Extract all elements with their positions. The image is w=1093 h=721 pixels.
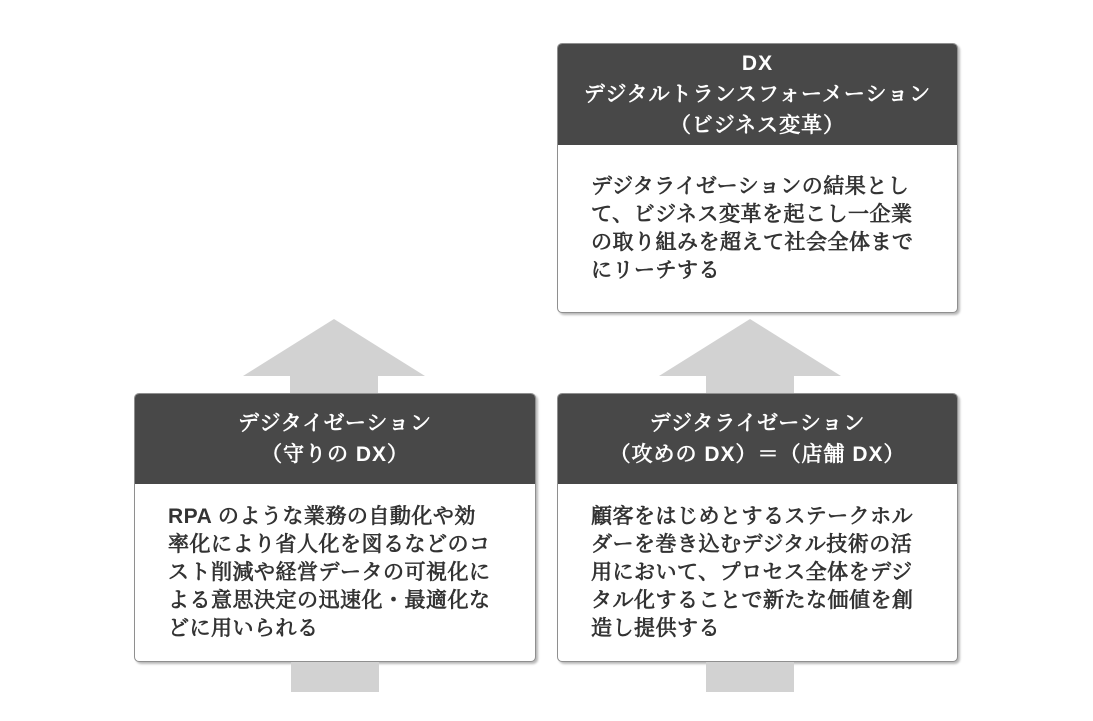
digitalization-body-line: ダーを巻き込むデジタル技術の活	[591, 532, 913, 556]
dx-box	[557, 43, 958, 313]
digitization-body-line: 率化により省人化を図るなどのコ	[168, 532, 491, 556]
digitization-title-line-2: （守りの DX）	[260, 443, 409, 466]
digitization-box-header	[135, 394, 535, 484]
dx-body-line: て、ビジネス変革を起こし一企業	[591, 202, 913, 226]
digitization-body-line: スト削減や経営データの可視化に	[168, 560, 491, 584]
digitization-body-line: よる意思決定の迅速化・最適化な	[168, 588, 491, 612]
digitization-title-line-1: デジタイゼーション	[237, 412, 432, 435]
digitalization-body-line: 造し提供する	[591, 616, 720, 640]
dx-body-line: デジタライゼーションの結果とし	[591, 174, 910, 198]
dx-box-body	[558, 145, 957, 312]
dx-title-line-2: デジタルトランスフォーメーション	[583, 83, 932, 106]
dx-body-line: にリーチする	[591, 258, 720, 282]
up-arrow-right-icon	[659, 319, 841, 394]
digitalization-body-line: タル化することで新たな価値を創	[591, 588, 914, 612]
digitalization-box	[557, 393, 958, 662]
bottom-arrow-stem-left-icon	[291, 662, 379, 692]
digitalization-body-line: 用において、プロセス全体をデジ	[591, 560, 913, 584]
bottom-arrow-stem-right-icon	[706, 662, 794, 692]
digitization-body-line: どに用いられる	[168, 616, 319, 640]
digitalization-box-header	[558, 394, 957, 484]
up-arrow-left-icon	[243, 319, 425, 394]
digitization-box-body	[135, 484, 535, 661]
dx-title-line-3: （ビジネス変革）	[669, 114, 846, 137]
dx-title-line-1: DX	[741, 52, 774, 75]
digitization-body-line: RPA のような業務の自動化や効	[168, 504, 476, 528]
digitalization-body-line: 顧客をはじめとするステークホル	[591, 504, 914, 528]
digitalization-box-body	[558, 484, 957, 661]
digitization-box	[134, 393, 536, 662]
digitalization-title-line-1: デジタライゼーション	[649, 412, 866, 435]
dx-box-header	[558, 44, 957, 145]
digitalization-title-line-2: （攻めの DX）＝（店舗 DX）	[609, 443, 906, 466]
dx-body-line: の取り組みを超えて社会全体まで	[591, 230, 914, 254]
